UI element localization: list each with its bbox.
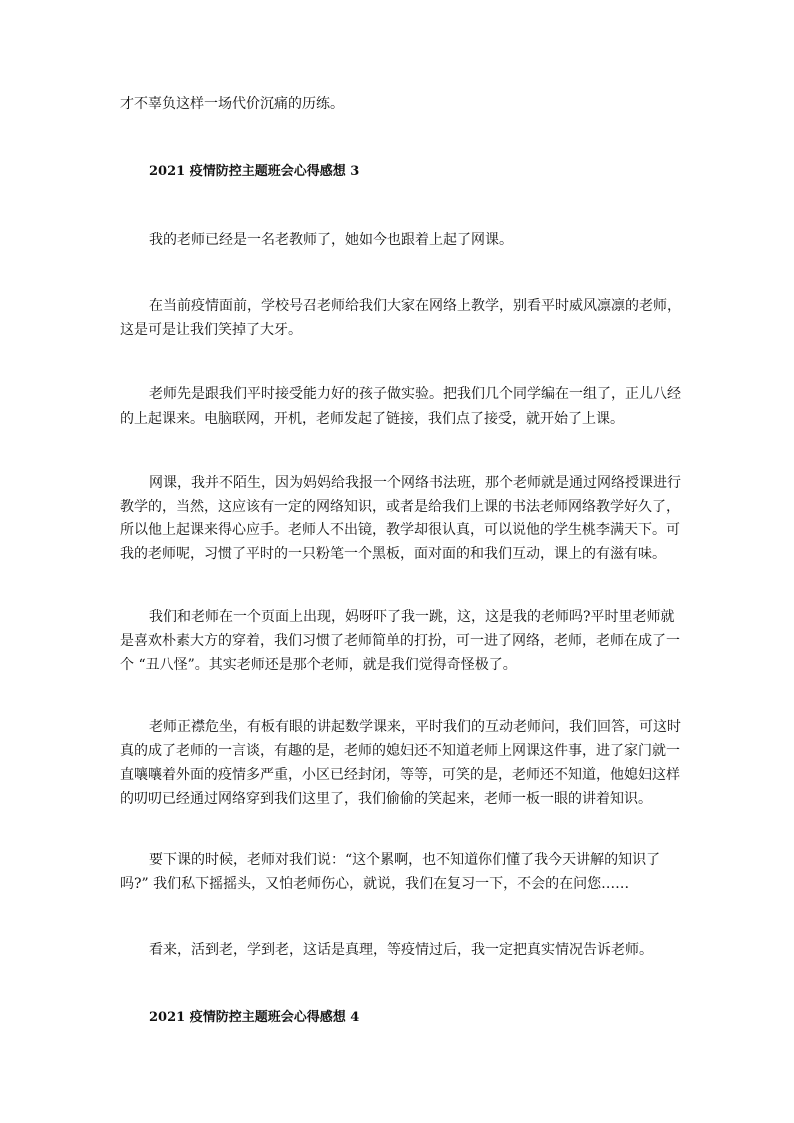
paragraph-line: 吗?” 我们私下摇摇头，又怕老师伤心，就说，我们在复习一下，不会的在问您……	[120, 876, 630, 892]
paragraph-line: 个 “丑八怪”。其实老师还是那个老师，就是我们觉得奇怪极了。	[120, 657, 517, 673]
paragraph-line: 是喜欢朴素大方的穿着，我们习惯了老师简单的打扮，可一进了网络，老师，老师在成了一	[120, 633, 680, 649]
paragraph-line: 在当前疫情面前，学校号召老师给我们大家在网络上教学，别看平时威风凛凛的老师，	[149, 298, 681, 314]
paragraph-line: 要下课的时候，老师对我们说：“这个累啊，也不知道你们懂了我今天讲解的知识了	[149, 852, 661, 868]
paragraph-line: 我们和老师在一个页面上出现，妈呀吓了我一跳，这，这是我的老师吗?平时里老师就	[149, 609, 675, 625]
intro-tail-text: 才不辜负这样一场代价沉痛的历练。	[120, 96, 344, 112]
paragraph-line: 的叨叨已经通过网络穿到我们这里了，我们偷偷的笑起来，老师一板一眼的讲着知识。	[120, 791, 652, 807]
paragraph-line: 所以他上起课来得心应手。老师人不出镜，教学却很认真，可以说他的学生桃李满天下。可	[120, 522, 680, 538]
paragraph-line: 我的老师已经是一名老教师了，她如今也跟着上起了网课。	[149, 232, 513, 248]
paragraph-line: 这是可是让我们笑掉了大牙。	[120, 322, 302, 338]
paragraph-line: 老师正襟危坐，有板有眼的讲起数学课来，平时我们的互动老师问，我们回答，可这时	[149, 719, 681, 735]
paragraph-line: 的上起课来。电脑联网，开机，老师发起了链接，我们点了接受，就开始了上课。	[120, 411, 624, 427]
paragraph-line: 网课，我并不陌生，因为妈妈给我报一个网络书法班，那个老师就是通过网络授课进行	[149, 475, 681, 491]
paragraph-line: 直嚷嚷着外面的疫情多严重，小区已经封闭，等等，可笑的是，老师还不知道，他媳妇这样	[120, 767, 680, 783]
paragraph-line: 我的老师呢，习惯了平时的一只粉笔一个黑板，面对面的和我们互动，课上的有滋有味。	[120, 546, 666, 562]
paragraph-line: 老师先是跟我们平时接受能力好的孩子做实验。把我们几个同学编在一组了，正儿八经	[149, 386, 681, 402]
section-heading-4: 2021 疫情防控主题班会心得感想 4	[149, 1010, 360, 1025]
paragraph-line: 看来，活到老，学到老，这话是真理，等疫情过后，我一定把真实情况告诉老师。	[149, 942, 653, 958]
paragraph-line: 真的成了老师的一言谈，有趣的是，老师的媳妇还不知道老师上网课这件事，进了家门就一	[120, 743, 680, 759]
paragraph-line: 教学的，当然，这应该有一定的网络知识，或者是给我们上课的书法老师网络教学好久了，	[120, 499, 680, 515]
section-heading-3: 2021 疫情防控主题班会心得感想 3	[149, 164, 360, 179]
